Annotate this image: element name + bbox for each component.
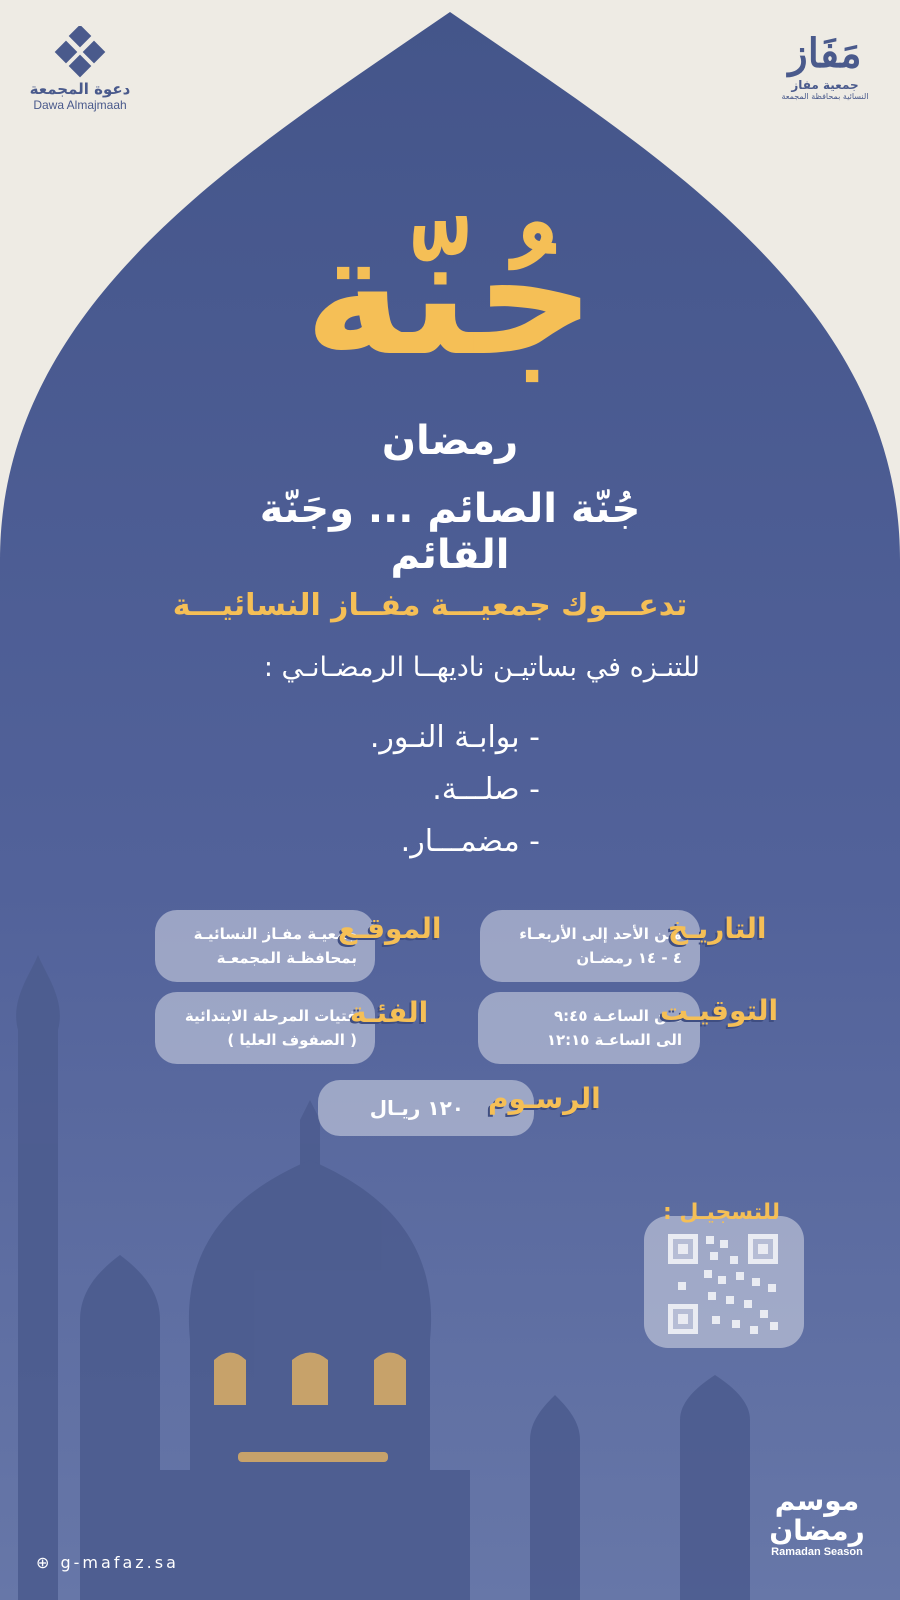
mafaz-mark: مَفَاز bbox=[788, 30, 862, 77]
date-line-2: ٤ - ١٤ رمضـان bbox=[576, 949, 682, 967]
subtitle-ramadan: رمضان bbox=[381, 418, 519, 464]
fees-label: الرسـوم bbox=[488, 1082, 601, 1115]
globe-icon: ⊕ bbox=[36, 1553, 53, 1572]
fees-value: ١٢٠ ريـال bbox=[369, 1096, 464, 1120]
category-label: الفئـة bbox=[350, 996, 429, 1029]
season-name-en: Ramadan Season bbox=[771, 1546, 863, 1558]
location-line-1: جمعيـة مفـاز النسائيـة bbox=[193, 925, 357, 943]
list-item: - مضمـــار. bbox=[400, 824, 540, 859]
mafaz-logo bbox=[770, 30, 880, 101]
dawa-name-en: Dawa Almajmaah bbox=[33, 98, 127, 112]
list-item: - بوابـة النـور. bbox=[369, 720, 540, 755]
list-item: - صلـــة. bbox=[432, 772, 540, 807]
dawa-logo bbox=[20, 26, 140, 112]
gardens-list bbox=[300, 712, 540, 868]
date-card bbox=[480, 910, 700, 982]
mafaz-name: جمعية مفاز bbox=[791, 78, 859, 92]
page-title: جُنّة bbox=[304, 197, 596, 393]
mafaz-subtitle: النسائية بمحافظة المجمعة bbox=[781, 92, 869, 101]
website-text: g-mafaz.sa bbox=[60, 1553, 179, 1572]
register-label: للتسجيـل : bbox=[662, 1200, 780, 1225]
dawa-name-ar: دعوة المجمعة bbox=[29, 80, 131, 98]
location-label: الموقـع bbox=[338, 912, 442, 945]
date-label: التاريـخ bbox=[668, 912, 767, 945]
time-line-2: الى الساعـة ١٢:١٥ bbox=[546, 1031, 682, 1049]
category-card bbox=[155, 992, 375, 1064]
subtitle-tagline: جُنّة الصائم ... وجَنّة القائم bbox=[259, 486, 641, 578]
invite-heading: تدعـــوك جمعيـــة مفــاز النسائيـــة bbox=[172, 588, 688, 623]
time-line-1: مـن الساعـة ٩:٤٥ bbox=[554, 1007, 682, 1025]
category-line-2: ( الصفوف العليا ) bbox=[227, 1031, 357, 1049]
date-line-1: مـن الأحد إلى الأربعـاء bbox=[519, 925, 682, 943]
category-line-1: فتيات المرحلة الابتدائية bbox=[184, 1007, 357, 1025]
location-line-2: بمحافظـة المجمعـة bbox=[216, 949, 357, 967]
invite-subheading: للتنـزه في بساتيـن ناديهــا الرمضـانـي : bbox=[263, 652, 700, 683]
time-label: التوقيـت bbox=[660, 994, 779, 1027]
website-link[interactable] bbox=[36, 1553, 179, 1572]
qr-panel bbox=[644, 1216, 804, 1348]
season-name-ar: موسم رمضان bbox=[769, 1484, 865, 1547]
dawa-emblem-icon bbox=[54, 26, 106, 78]
ramadan-season-logo bbox=[762, 1486, 872, 1558]
